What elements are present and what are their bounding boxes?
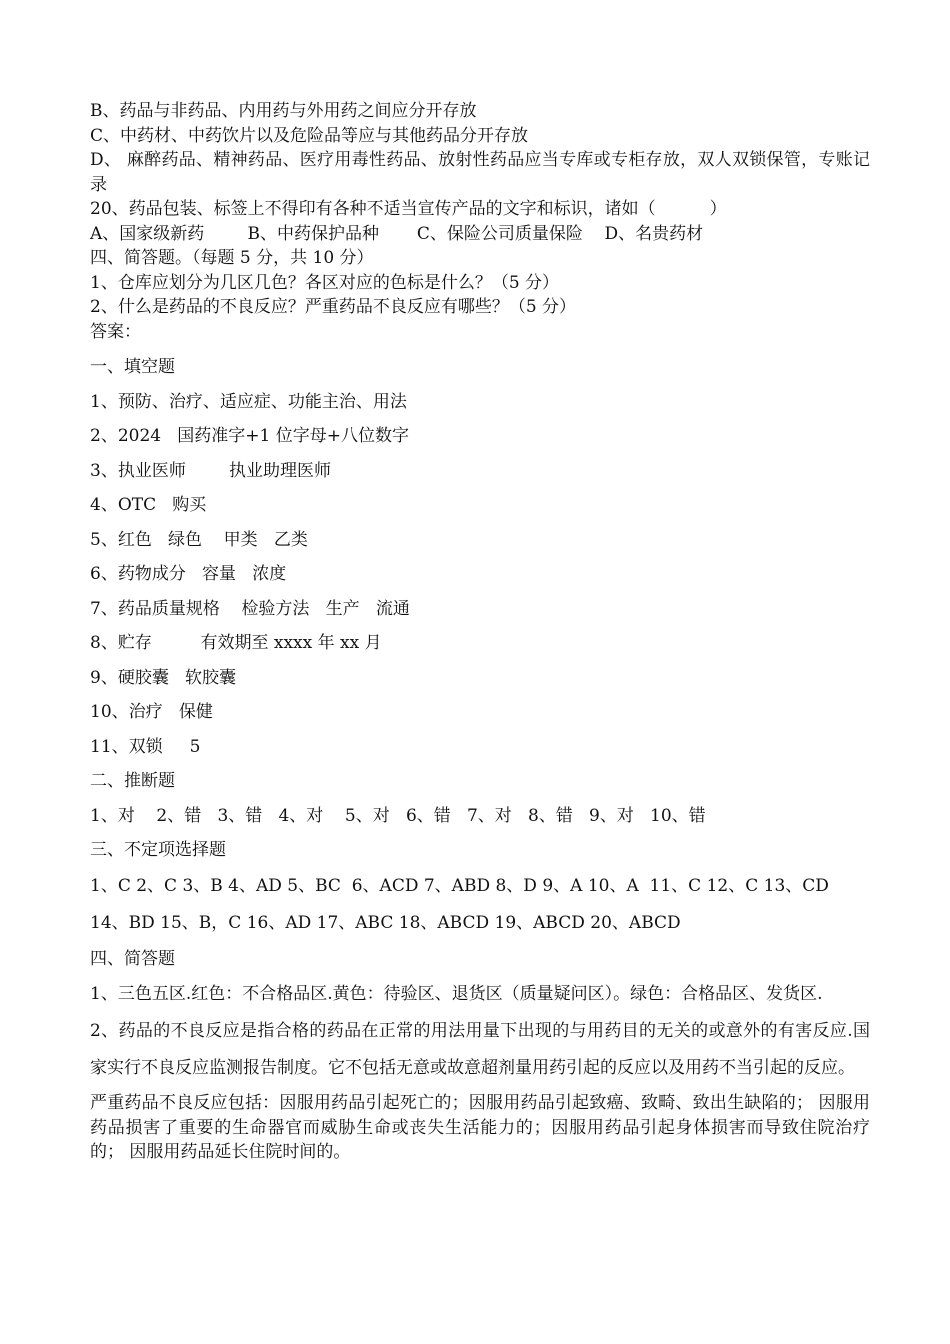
answer-judge-line: 1、对 2、错 3、错 4、对 5、对 6、错 7、对 8、错 9、对 10、错 (90, 805, 706, 826)
section-4-heading: 四、简答题。（每题 5 分，共 10 分） (90, 248, 374, 268)
answer-sec1-title: 一、填空题 (90, 357, 175, 377)
answers-heading: 答案： (90, 321, 141, 342)
answer-choice-line-2: 14、BD 15、B，C 16、AD 17、ABC 18、ABCD 19、ABCD 20、ABCD (90, 912, 681, 933)
answer-sec3-title: 三、不定项选择题 (90, 840, 226, 860)
option-b-line: B、药品与非药品、内用药与外用药之间应分开存放 (90, 101, 477, 121)
answer-sec4-title: 四、简答题 (90, 948, 175, 969)
short-question-1: 1、仓库应划分为几区几色？各区对应的色标是什么？（5 分） (90, 272, 560, 293)
answer-sec2-title: 二、推断题 (90, 771, 175, 791)
answer-fill-6: 6、药物成分 容量 浓度 (90, 564, 287, 584)
answer-fill-2: 2、2024 国药准字+1 位字母+八位数字 (90, 426, 409, 446)
option-c-line: C、中药材、中药饮片以及危险品等应与其他药品分开存放 (90, 125, 529, 146)
answer-fill-8: 8、贮存 有效期至 xxxx 年 xx 月 (90, 633, 382, 653)
answers-section (90, 350, 870, 1165)
question-20: 20、药品包装、标签上不得印有各种不适当宣传产品的文字和标识，诸如（ ） (90, 199, 727, 219)
short-question-2: 2、什么是药品的不良反应？严重药品不良反应有哪些？（5 分） (90, 297, 577, 317)
document-page (90, 99, 870, 1165)
answer-choice-line-1: 1、C 2、C 3、B 4、AD 5、BC 6、ACD 7、ABD 8、D 9、A 10、A 11、C 12、C 13、CD (90, 875, 829, 896)
answer-fill-5: 5、红色 绿色 甲类 乙类 (90, 529, 308, 550)
answer-short-2: 2、药品的不良反应是指合格的药品在正常的用法用量下出现的与用药目的无关的或意外的有害反应.国家实行不良反应监测报告制度。它不包括无意或故意超剂量用药引起的反应以及用药不当引起的反应。 (90, 1021, 870, 1078)
option-d-line: D、 麻醉药品、精神药品、医疗用毒性药品、放射性药品应当专库或专柜存放，双人双锁保管，专账记录 (90, 150, 870, 195)
answer-short-2-serious: 严重药品不良反应包括：因服用药品引起死亡的；因服用药品引起致癌、致畸、致出生缺陷的； 因服用药品损害了重要的生命器官而威胁生命或丧失生活能力的；因服用药品引起身体损害而导致住院治疗的； 因服用药品延长住院时间的。 (90, 1093, 870, 1162)
answer-fill-3: 3、执业医师 执业助理医师 (90, 460, 332, 481)
question-20-options: A、国家级新药 B、中药保护品种 C、保险公司质量保险 D、名贵药材 (90, 223, 704, 244)
answer-fill-7: 7、药品质量规格 检验方法 生产 流通 (90, 598, 410, 619)
answer-fill-4: 4、OTC 购买 (90, 495, 207, 515)
answer-fill-11: 11、双锁 5 (90, 736, 201, 757)
answer-fill-9: 9、硬胶囊 软胶囊 (90, 667, 237, 688)
answer-short-1: 1、三色五区.红色：不合格品区.黄色：待验区、退货区（质量疑问区）。绿色：合格品区、发货区. (90, 984, 823, 1004)
answer-fill-10: 10、治疗 保健 (90, 702, 213, 722)
answer-fill-1: 1、预防、治疗、适应症、功能主治、用法 (90, 391, 407, 412)
